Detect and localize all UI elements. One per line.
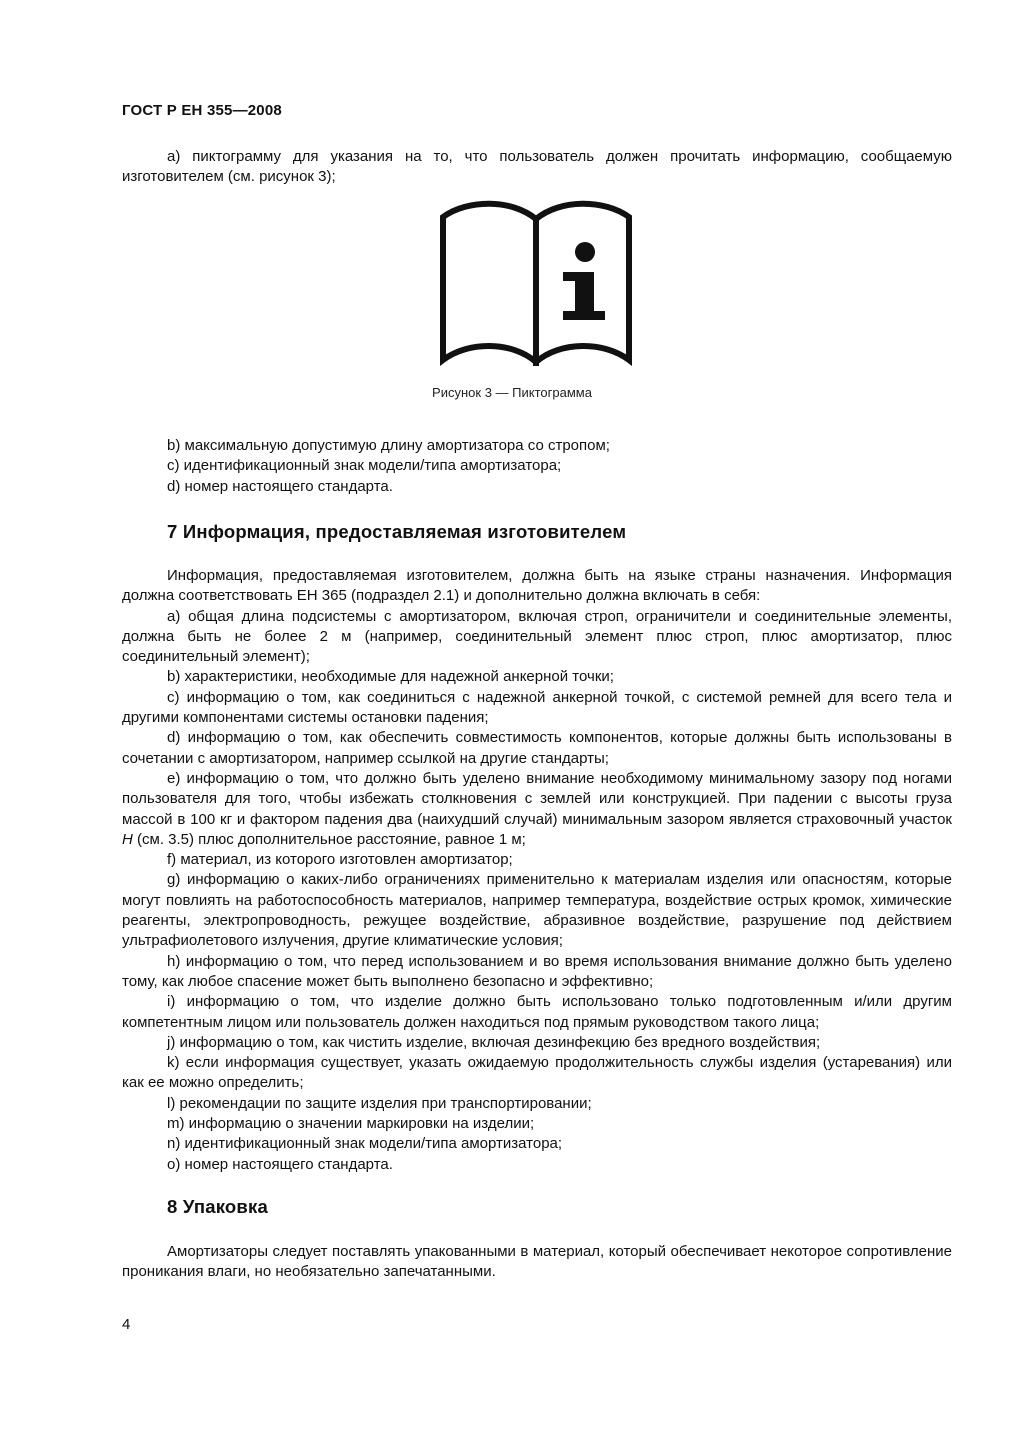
section-8-text: Амортизаторы следует поставлять упакованными в материал, который обеспечивает некоторое сопротивление проникания влаги, но необязательно запечатанными. xyxy=(122,1243,952,1281)
section-7-item-a: a) общая длина подсистемы с амортизатором, включая строп, ограничители и соединительные элементы, должна быть не более 2 м (например, соединительный элемент плюс строп, плюс амортизатор, плюс соединительный элемент); xyxy=(122,607,952,666)
intro-block xyxy=(122,147,952,188)
list-item-a: a) пиктограмму для указания на то, что пользователь должен прочитать информацию, сообщаемую изготовителем (см. рисунок 3); xyxy=(122,148,952,186)
document-header: ГОСТ Р ЕН 355—2008 xyxy=(122,102,282,119)
section-7-item-f: f) материал, из которого изготовлен амортизатор; xyxy=(167,851,513,869)
figure-caption: Рисунок 3 — Пиктограмма xyxy=(432,385,592,400)
item-e-text-2: (см. 3.5) плюс дополнительное расстояние, равное 1 м; xyxy=(132,830,526,848)
list-block-1 xyxy=(122,436,952,497)
section-8-body xyxy=(122,1242,952,1283)
section-7-item-n: n) идентификационный знак модели/типа амортизатора; xyxy=(167,1135,563,1153)
section-7-item-l: l) рекомендации по защите изделия при транспортировании; xyxy=(167,1094,592,1112)
section-7-item-o: o) номер настоящего стандарта. xyxy=(167,1155,393,1173)
section-7-item-m: m) информацию о значении маркировки на изделии; xyxy=(167,1115,535,1133)
list-item-d: d) номер настоящего стандарта. xyxy=(167,477,393,495)
list-item-b: b) максимальную допустимую длину амортизатора со стропом; xyxy=(167,437,610,454)
section-7-item-i: i) информацию о том, что изделие должно быть использовано только подготовленным и/или другим компетентным лицом или пользователь должен находиться под прямым руководством такого лица; xyxy=(122,993,952,1031)
section-7-item-e xyxy=(122,769,952,850)
section-7-body xyxy=(122,566,952,1175)
section-8-heading: 8 Упаковка xyxy=(167,1196,268,1217)
list-item-c: c) идентификационный знак модели/типа амортизатора; xyxy=(167,457,562,475)
section-7-item-g: g) информацию о каких-либо ограничениях применительно к материалам изделия или опасностям, которые могут повлиять на работоспособность материалов, например температура, воздействие острых кромок, химические реагенты, электропроводность, режущее воздействие, абразивное воздействие, разрушение под действием ультрафиолетового излучения, другие климатические условия; xyxy=(122,871,952,950)
section-7-item-h: h) информацию о том, что перед использованием и во время использования внимание должно быть уделено тому, как любое спасение может быть выполнено безопасно и эффективно; xyxy=(122,952,952,990)
section-7-item-j: j) информацию о том, как чистить изделие, включая дезинфекцию без вредного воздействия; xyxy=(167,1033,821,1051)
section-7-item-b: b) характеристики, необходимые для надежной анкерной точки; xyxy=(167,668,614,686)
section-7-item-d: d) информацию о том, как обеспечить совместимость компонентов, которые должны быть использованы в сочетании с амортизатором, например ссылкой на другие стандарты; xyxy=(122,729,952,767)
section-7-item-k: k) если информация существует, указать ожидаемую продолжительность службы изделия (устаревания) или как ее можно определить; xyxy=(122,1054,952,1092)
section-7-item-c: c) информацию о том, как соединиться с надежной анкерной точкой, с системой ремней для всего тела и другими компонентами системы остановки падения; xyxy=(122,688,952,727)
item-e-text-1: e) информацию о том, что должно быть уделено внимание необходимому минимальному зазору под ногами пользователя для того, чтобы избежать столкновения с землей или конструкцией. При падении с высоты груза массой в 100 кг и фактором падения два (наихудший случай) минимальным зазором является страховочный участок xyxy=(122,769,952,828)
book-info-icon xyxy=(438,200,634,366)
item-e-variable: H xyxy=(122,830,133,848)
section-7-heading: 7 Информация, предоставляемая изготовителем xyxy=(167,521,627,542)
section-7-intro: Информация, предоставляемая изготовителем, должна быть на языке страны назначения. Информация должна соответствовать ЕН 365 (подраздел 2.1) и дополнительно должна включать в себя: xyxy=(122,567,952,605)
page-number: 4 xyxy=(122,1316,131,1333)
